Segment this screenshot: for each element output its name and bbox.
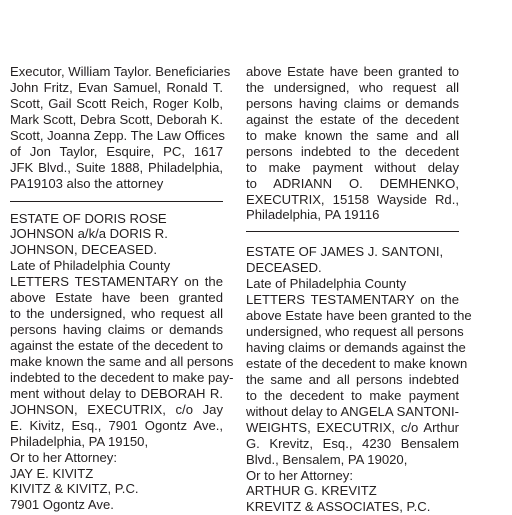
estate-notice-james-j-santoni — [246, 244, 472, 515]
text-line: LETTERS TESTAMENTARY on the — [10, 274, 223, 290]
text-line: of Jon Taylor, Esquire, PC, 1617 — [10, 143, 223, 159]
text-line: persons having claims or demands — [246, 95, 459, 111]
text-line: the undersigned, who request all — [246, 79, 459, 95]
text-line: without delay to ANGELA SANTONI- — [246, 403, 459, 419]
divider-rule — [10, 201, 223, 202]
text-line: KIVITZ & KIVITZ, P.C. — [10, 481, 139, 497]
left-column — [10, 64, 234, 513]
text-line: Executor, William Taylor. Beneficiaries — [10, 64, 231, 79]
text-line: Scott, Gail Scott Reich, Roger Kolb, — [10, 95, 223, 111]
text-line: to make known the same and all — [246, 127, 459, 143]
text-line: PA19103 also the attorney — [10, 175, 164, 191]
text-line: JAY E. KIVITZ — [10, 465, 94, 481]
divider-rule — [246, 231, 459, 232]
text-line: to the decedent to make payment — [246, 387, 459, 403]
text-line: JFK Blvd., Suite 1888, Philadelphia, — [10, 159, 223, 175]
text-line: LETTERS TESTAMENTARY on the — [246, 292, 459, 308]
text-line: Or to her Attorney: — [246, 467, 353, 483]
text-line: JOHNSON, EXECUTRIX, c/o Jay — [10, 401, 223, 417]
text-line: ARTHUR G. KREVITZ — [246, 483, 377, 499]
text-line: Philadelphia, PA 19116 — [246, 207, 380, 223]
text-line: Late of Philadelphia County — [246, 276, 407, 292]
text-line: above Estate have been granted to — [246, 64, 459, 79]
estate-heading-line: JOHNSON a/k/a DORIS R. — [10, 226, 168, 242]
text-line: E. Kivitz, Esq., 7901 Ogontz Ave., — [10, 417, 223, 433]
estate-notice-doris-rose-johnson — [10, 210, 234, 514]
text-line: ment without delay to DEBORAH R. — [10, 385, 223, 401]
text-line: undersigned, who request all persons — [246, 324, 464, 340]
estate-heading-line: ESTATE OF DORIS ROSE — [10, 210, 167, 226]
right-column — [246, 64, 472, 515]
estate-heading-line: JOHNSON, DECEASED. — [10, 242, 157, 258]
text-line: indebted to the decedent to make pay- — [10, 369, 234, 385]
text-line: against the estate of the decedent to — [10, 338, 223, 353]
text-line: to ADRIANN O. DEMHENKO, — [246, 175, 459, 191]
text-line: Mark Scott, Debra Scott, Deborah K. — [10, 111, 223, 127]
estate-heading-line: ESTATE OF JAMES J. SANTONI, — [246, 244, 444, 260]
text-line: Blvd., Bensalem, PA 19020, — [246, 451, 408, 467]
text-line: EXECUTRIX, 15158 Wayside Rd., — [246, 191, 459, 207]
text-line: G. Krevitz, Esq., 4230 Bensalem — [246, 435, 459, 451]
text-line: WEIGHTS, EXECUTRIX, c/o Arthur — [246, 419, 459, 435]
text-line: Philadelphia, PA 19150, — [10, 433, 149, 449]
text-line: make known the same and all persons — [10, 353, 234, 369]
text-line: to the undersigned, who request all — [10, 306, 223, 322]
text-line: the same and all persons indebted — [246, 371, 459, 387]
text-line: Or to her Attorney: — [10, 449, 117, 465]
text-line: having claims or demands against the — [246, 340, 466, 355]
right-intro-notice — [246, 64, 459, 223]
text-line: John Fritz, Evan Samuel, Ronald T. — [10, 79, 223, 95]
text-line: persons having claims or demands — [10, 322, 223, 338]
text-line: persons indebted to the decedent — [246, 143, 459, 159]
text-line: Late of Philadelphia County — [10, 258, 171, 274]
text-line: above Estate have been granted — [10, 290, 223, 306]
text-line: to make payment without delay — [246, 159, 459, 175]
left-intro-notice — [10, 64, 231, 192]
text-line: Scott, Joanna Zepp. The Law Offices — [10, 127, 225, 143]
text-line: estate of the decedent to make known — [246, 355, 468, 371]
text-line: above Estate have been granted to the — [246, 308, 472, 324]
text-line: against the estate of the decedent — [246, 111, 459, 127]
estate-heading-line: DECEASED. — [246, 260, 322, 276]
text-line: KREVITZ & ASSOCIATES, P.C. — [246, 499, 431, 515]
text-line: 7901 Ogontz Ave. — [10, 497, 114, 513]
